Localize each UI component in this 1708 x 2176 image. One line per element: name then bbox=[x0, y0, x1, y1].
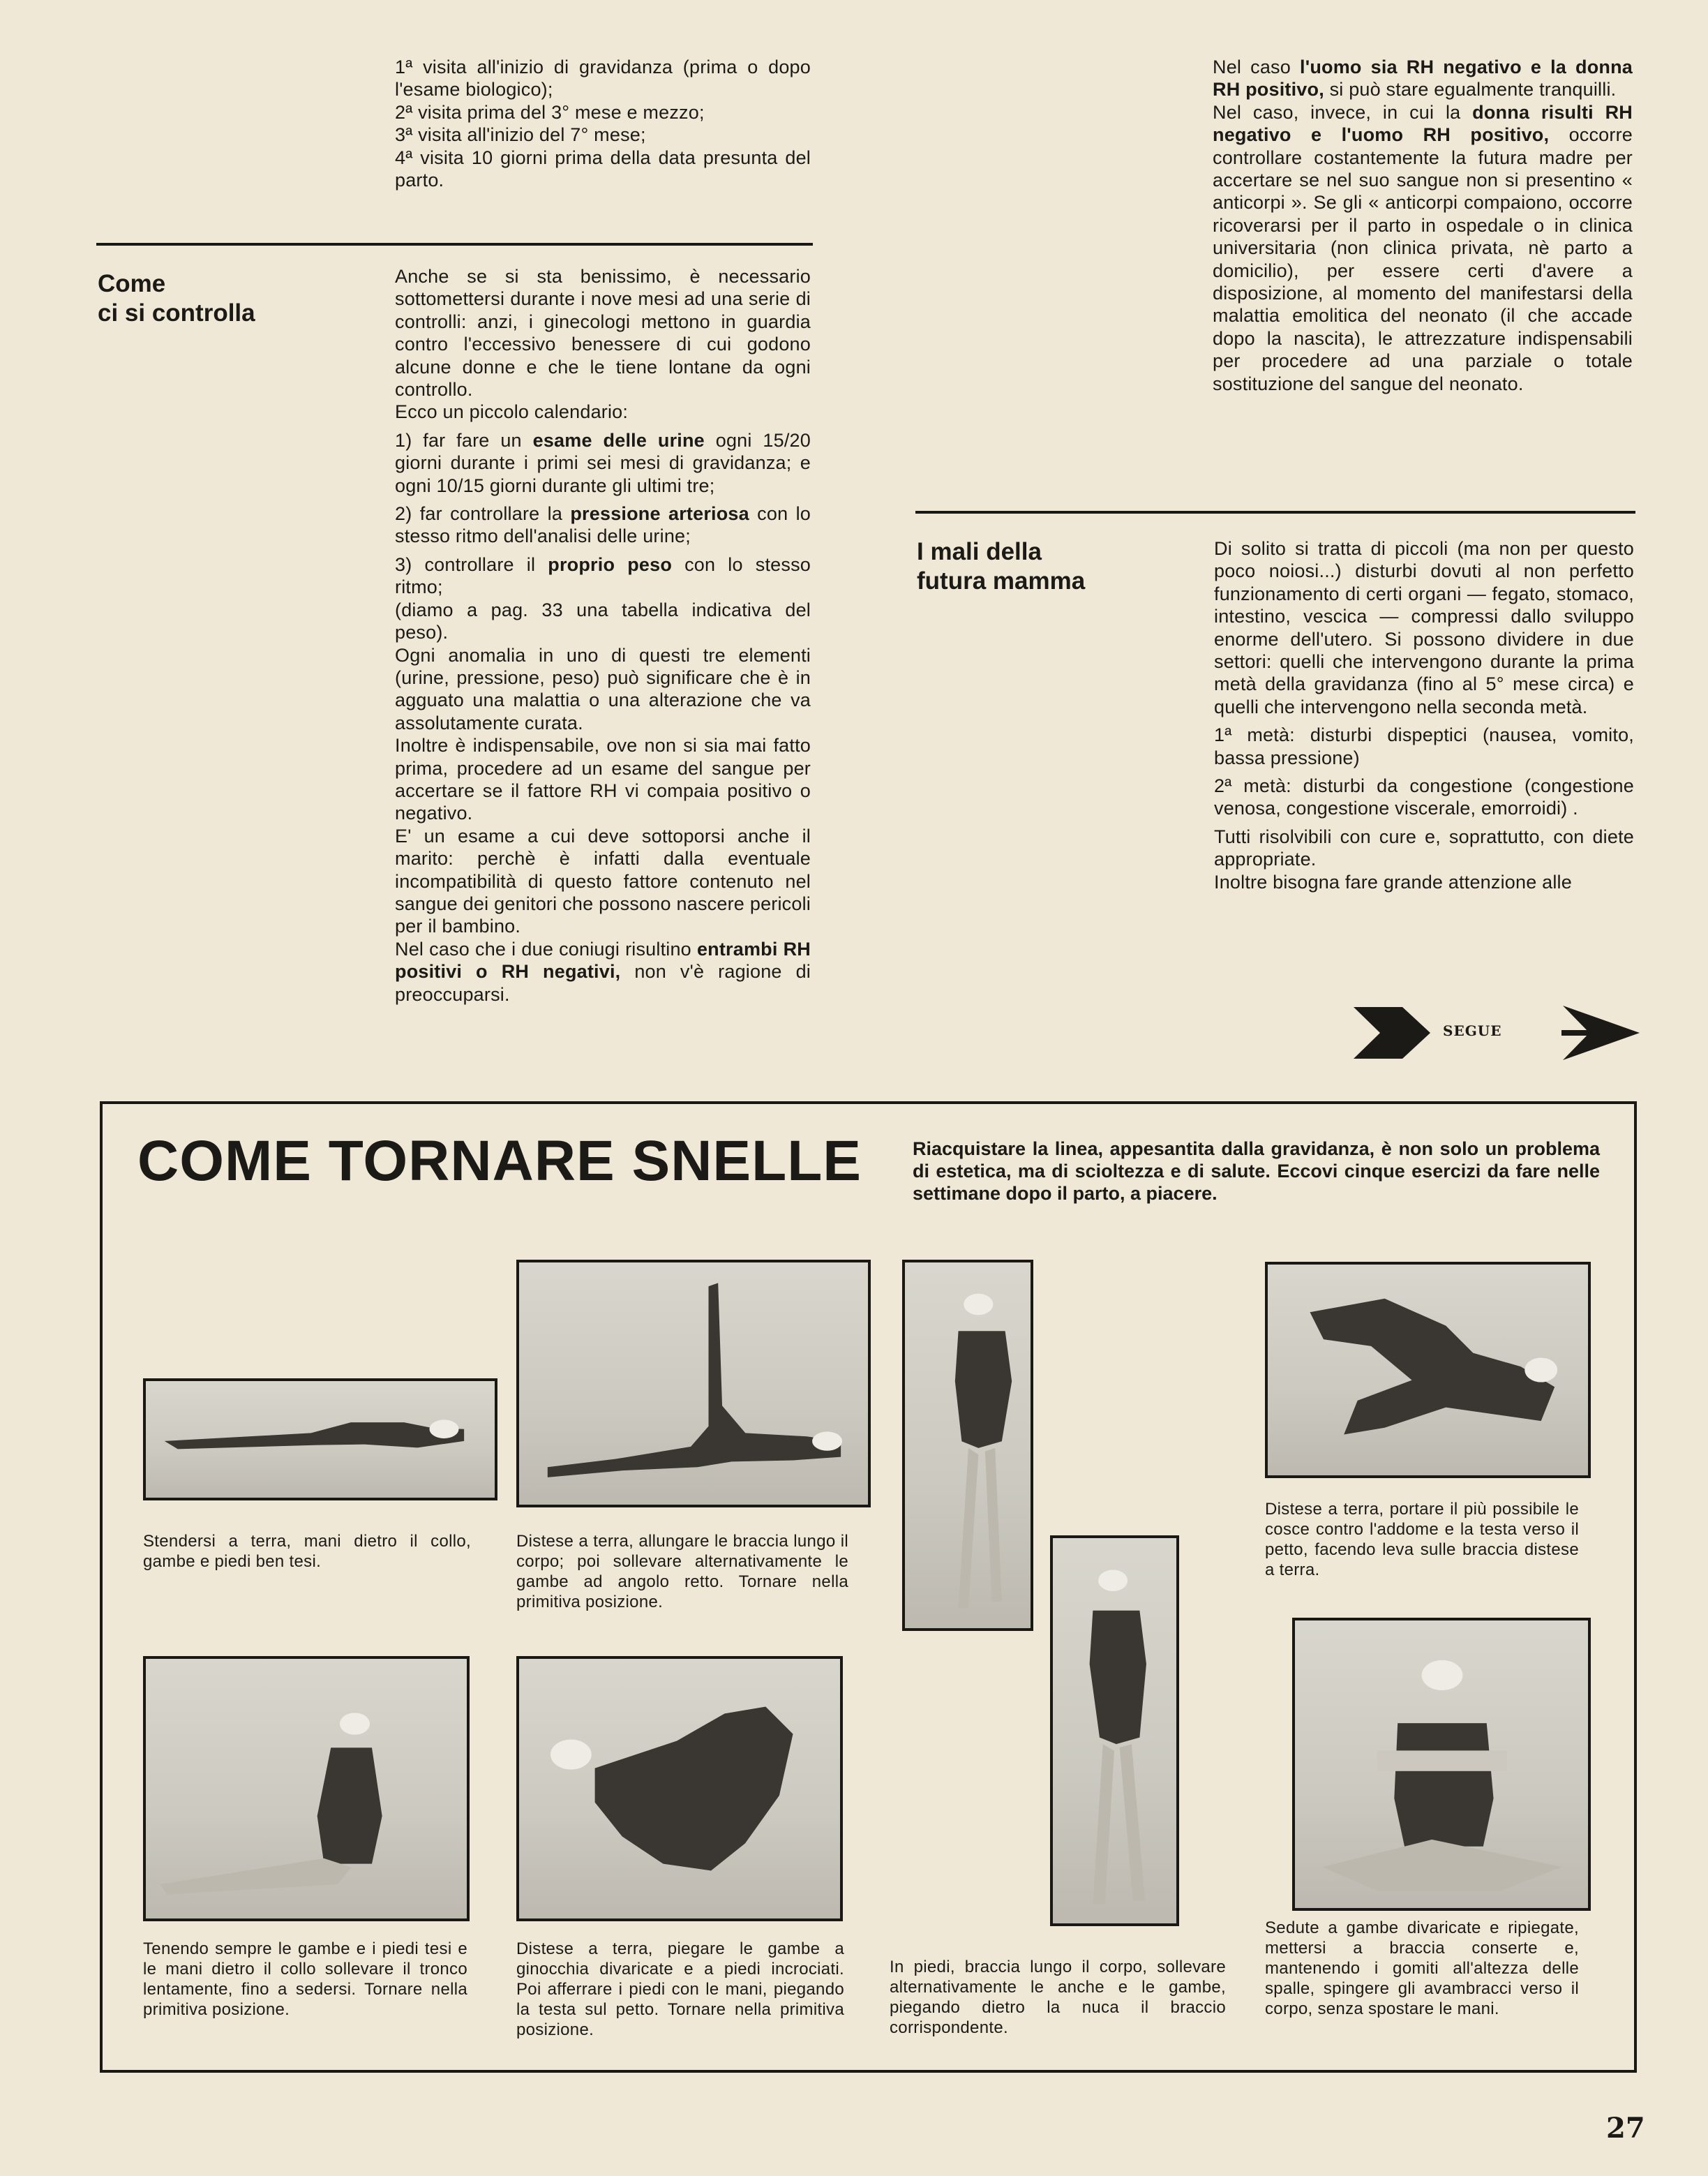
paragraph: (diamo a pag. 33 una tabella indicativa del peso). bbox=[395, 599, 811, 643]
section-rule-left bbox=[96, 243, 813, 246]
exercise-photo-2 bbox=[516, 1260, 871, 1507]
woman-knees-chest-figure bbox=[1268, 1265, 1588, 1475]
page-number: 27 bbox=[1606, 2112, 1645, 2145]
exercise-photo-7 bbox=[1292, 1618, 1591, 1911]
caption-1: Stendersi a terra, mani dietro il collo, gambe e piedi ben tesi. bbox=[143, 1532, 471, 1571]
paragraph: Inoltre è indispensabile, ove non si sia mai fatto prima, procedere ad un esame del sangue per accertare se il fattore RH vi compaia positivo o negativo. bbox=[395, 735, 811, 824]
calendar-item-1: 1) far fare un esame delle urine ogni 15/20 giorni durante i primi sei mesi di gravidanza; e ogni 10/15 giorni durante gli ultimi tre; bbox=[395, 429, 811, 496]
visit-item-1: 1ª visita all'inizio di gravidanza (prima o dopo l'esame biologico); bbox=[395, 57, 811, 100]
woman-leg-raise-figure bbox=[519, 1262, 868, 1505]
caption-4: Distese a terra, piegare le gambe a ginocchia divaricate e a piedi incrociati. Poi afferrare i piedi con le mani, piegando la testa sul petto. Tornare nella primitiva posizione. bbox=[516, 1939, 844, 2039]
paragraph: 2ª metà: disturbi da congestione (congestione venosa, congestione viscerale, emorroidi) . bbox=[1214, 775, 1634, 819]
woman-foot-grab-figure bbox=[519, 1659, 840, 1918]
paragraph: Nel caso, invece, in cui la donna risulti RH negativo e l'uomo RH positivo, occorre controllare costantemente la futura madre per accertare se nel suo sangue non si presentino « anticorpi ». Se gli « anticorpi compaiono, occorre ricoverarsi per il parto in ospedale o in clinica universitaria (non clinica privata, nè parto a domicilio), per essere certi d'avere a disposizione, al momento del manifestarsi della malattia emolitica del neonato (il che accade dopo la nascita), le attrezzature indispensabili per procedere ad una parziale o totale sostituzione del sangue del neonato. bbox=[1213, 101, 1633, 394]
visit-item-2: 2ª visita prima del 3° mese e mezzo; bbox=[395, 101, 705, 123]
paragraph: E' un esame a cui deve sottoporsi anche il marito: perchè è infatti dalla eventuale incompatibilità di questo fattore contenuto nel sangue dei genitori che possono nascere pericoli per il bambino. bbox=[395, 825, 811, 937]
exercise-photo-5a bbox=[902, 1260, 1033, 1631]
caption-7: Sedute a gambe divaricate e ripiegate, mettersi a braccia conserte e, mantenendo i gomiti all'altezza delle spalle, spingere gli avambracci verso il corpo, senza spostare le mani. bbox=[1265, 1918, 1579, 2018]
box-title: COME TORNARE SNELLE bbox=[137, 1129, 862, 1193]
paragraph: Anche se si sta benissimo, è necessario sottomettersi durante i nove mesi ad una serie di controlli: anzi, i ginecologi mettono in guardia contro l'eccessivo benessere di cui godono alcune donne e che le tiene lontane da ogni controllo. bbox=[395, 266, 811, 401]
paragraph: Di solito si tratta di piccoli (ma non per questo poco noiosi...) disturbi dovuti al non perfetto funzionamento di certi organi — fegato, stomaco, intestino, vescica — compressi dallo sviluppo enorme dell'utero. Si possono dividere in due settori: quelli che intervengono durante la prima metà della gravidanza (fino al 5° mese circa) e quelli che intervengono nella seconda metà. bbox=[1214, 538, 1634, 717]
calendar-item-3: 3) controllare il proprio peso con lo stesso ritmo; bbox=[395, 553, 811, 598]
section-heading-mali: I mali della futura mamma bbox=[917, 538, 1086, 595]
calendar-item-2: 2) far controllare la pressione arteriosa con lo stesso ritmo dell'analisi delle urine; bbox=[395, 503, 811, 547]
segue-label: SEGUE bbox=[1443, 1022, 1502, 1039]
section-body-controlla bbox=[395, 265, 811, 1006]
visit-item-3: 3ª visita all'inizio del 7° mese; bbox=[395, 124, 646, 146]
exercise-photo-3 bbox=[143, 1656, 470, 1921]
caption-6: Distese a terra, portare il più possibile le cosce contro l'addome e la testa verso il petto, facendo leva sulle braccia distese a terra. bbox=[1265, 1500, 1579, 1579]
continue-indicator bbox=[1354, 1001, 1647, 1064]
exercise-photo-5b bbox=[1050, 1535, 1179, 1926]
woman-standing-figure bbox=[1053, 1538, 1176, 1923]
woman-lying-figure bbox=[146, 1381, 495, 1498]
visit-list bbox=[395, 56, 811, 191]
paragraph: Inoltre bisogna fare grande attenzione alle bbox=[1214, 871, 1572, 893]
section-heading-controlla: Come ci si controlla bbox=[98, 270, 255, 327]
section-rule-right bbox=[915, 511, 1635, 514]
paragraph: Ecco un piccolo calendario: bbox=[395, 401, 629, 423]
paragraph: Tutti risolvibili con cure e, soprattutto, con diete appropriate. bbox=[1214, 826, 1634, 870]
paragraph: Ogni anomalia in uno di questi tre elementi (urine, pressione, peso) può significare che è in agguato una malattia o una alterazione che va assolutamente curata. bbox=[395, 644, 811, 733]
caption-3: Tenendo sempre le gambe e i piedi tesi e le mani dietro il collo sollevare il tronco lentamente, fino a sedersi. Tornare nella primitiva posizione. bbox=[143, 1939, 467, 2019]
caption-5: In piedi, braccia lungo il corpo, sollevare alternativamente le anche e le gambe, piegando dietro la nuca il braccio corrispondente. bbox=[890, 1958, 1226, 2037]
exercise-photo-4 bbox=[516, 1656, 843, 1921]
paragraph: 1ª metà: disturbi dispeptici (nausea, vomito, bassa pressione) bbox=[1214, 724, 1634, 768]
paragraph: Nel caso l'uomo sia RH negativo e la donna RH positivo, si può stare egualmente tranquilli. bbox=[1213, 57, 1633, 100]
box-intro: Riacquistare la linea, appesantita dalla gravidanza, è non solo un problema di estetica, ma di scioltezza e di salute. Eccovi cinque esercizi da fare nelle settimane dopo il parto, a piacere. bbox=[913, 1138, 1600, 1204]
woman-standing-figure bbox=[905, 1262, 1031, 1628]
paragraph: Nel caso che i due coniugi risultino entrambi RH positivi o RH negativi, non v'è ragione di preoccuparsi. bbox=[395, 938, 811, 1005]
exercise-photo-1 bbox=[143, 1378, 497, 1500]
rh-column bbox=[1213, 56, 1633, 395]
section-body-mali bbox=[1214, 537, 1634, 893]
exercise-photo-6 bbox=[1265, 1262, 1591, 1478]
visit-item-4: 4ª visita 10 giorni prima della data presunta del parto. bbox=[395, 147, 811, 191]
woman-sit-up-figure bbox=[146, 1659, 467, 1918]
caption-2: Distese a terra, allungare le braccia lungo il corpo; poi sollevare alternativamente le gambe ad angolo retto. Tornare nella primitiva posizione. bbox=[516, 1532, 848, 1611]
woman-seated-figure bbox=[1295, 1620, 1588, 1908]
